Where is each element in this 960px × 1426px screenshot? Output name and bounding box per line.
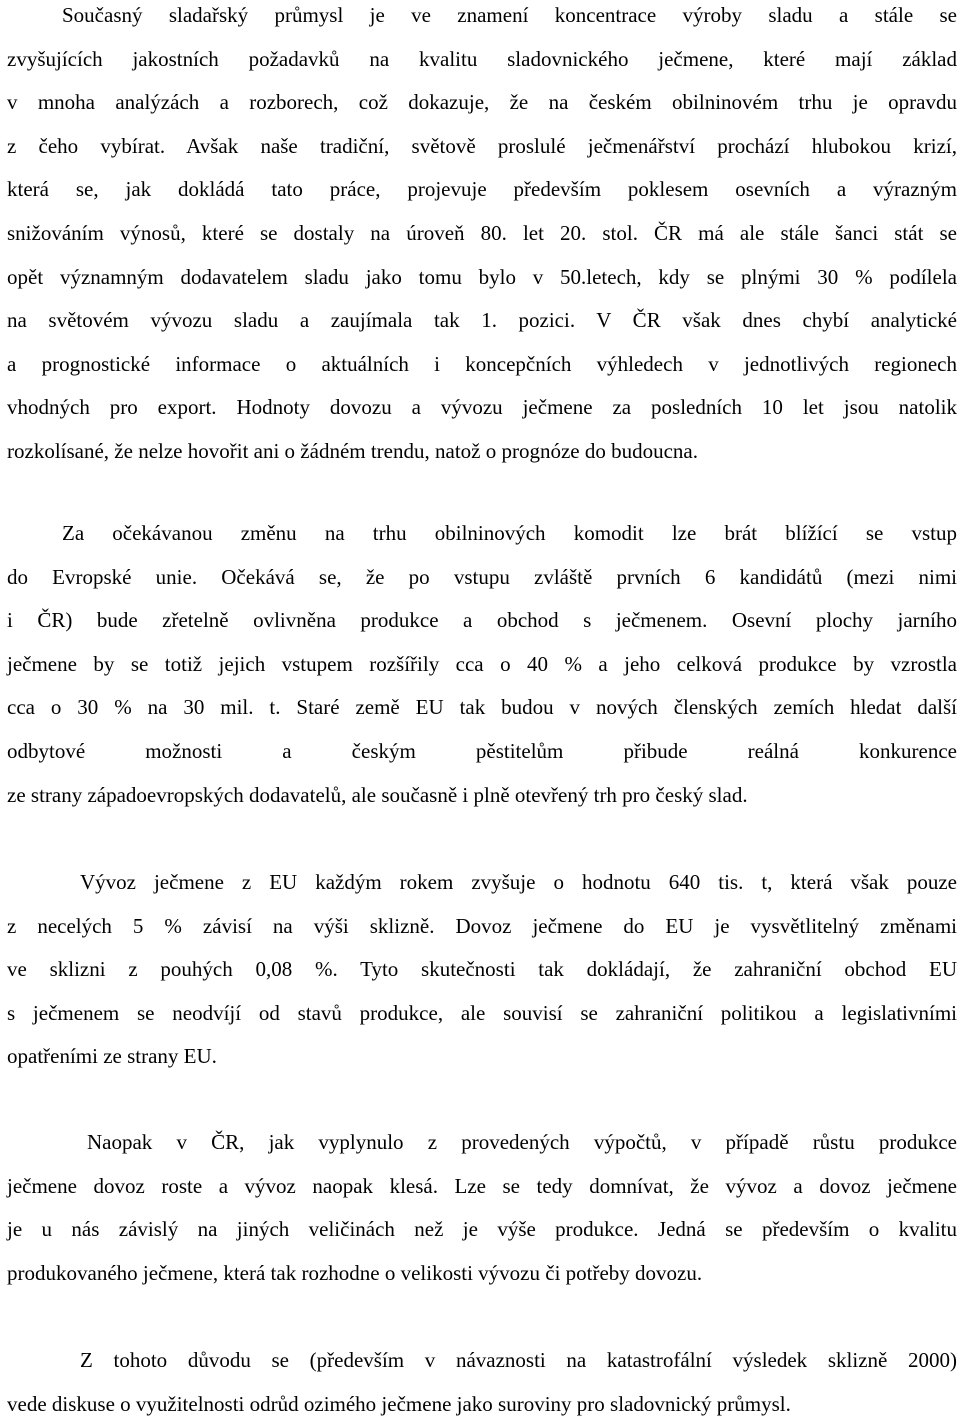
- text-line: která se, jak dokládá tato práce, projevuje především poklesem osevních a výrazným: [7, 177, 957, 202]
- text-line: na světovém vývozu sladu a zaujímala tak 1. pozici. V ČR však dnes chybí analytické: [7, 308, 957, 333]
- text-line: z necelých 5 % závisí na výši sklizně. Dovoz ječmene do EU je vysvětlitelný změnami: [7, 913, 957, 938]
- text-line: odbytové možnosti a českým pěstitelům přibude reálná konkurence: [7, 738, 957, 763]
- text-line: a prognostické informace o aktuálních i koncepčních výhledech v jednotlivých regionech: [7, 351, 957, 376]
- text-line: ječmene dovoz roste a vývoz naopak klesá. Lze se tedy domnívat, že vývoz a dovoz ječmene: [7, 1173, 957, 1198]
- text-line: Za očekávanou změnu na trhu obilninových komodit lze brát blížící se vstup: [62, 521, 957, 545]
- text-line: i ČR) bude zřetelně ovlivněna produkce a obchod s ječmenem. Osevní plochy jarního: [7, 608, 957, 633]
- text-line: s ječmenem se neodvíjí od stavů produkce, ale souvisí se zahraniční politikou a legislativními: [7, 1000, 957, 1025]
- text-line: rozkolísané, že nelze hovořit ani o žádném trendu, natož o prognóze do budoucna.: [7, 438, 699, 463]
- text-line: opatřeními ze strany EU.: [7, 1044, 217, 1069]
- text-line: zvyšujících jakostních požadavků na kvalitu sladovnického ječmene, které mají základ: [7, 46, 957, 71]
- text-line: opět významným dodavatelem sladu jako tomu bylo v 50.letech, kdy se plnými 30 % podílela: [7, 264, 957, 289]
- paragraph-3: [7, 861, 957, 1079]
- text-line: ze strany západoevropských dodavatelů, ale současně i plně otevřený trh pro český slad.: [7, 782, 748, 807]
- paragraph-1: [7, 0, 957, 474]
- text-line: v mnoha analýzách a rozborech, což dokazuje, že na českém obilninovém trhu je opravdu: [7, 90, 957, 115]
- text-line: vhodných pro export. Hodnoty dovozu a vývozu ječmene za posledních 10 let jsou natolik: [7, 395, 957, 420]
- text-line: je u nás závislý na jiných veličinách než je výše produkce. Jedná se především o kvalitu: [7, 1217, 957, 1242]
- text-line: vede diskuse o využitelnosti odrůd ozimého ječmene jako suroviny pro sladovnický průmysl.: [7, 1391, 791, 1416]
- text-line: cca o 30 % na 30 mil. t. Staré země EU tak budou v nových členských zemích hledat další: [7, 695, 957, 720]
- text-line: do Evropské unie. Očekává se, že po vstupu zvláště prvních 6 kandidátů (mezi nimi: [7, 564, 957, 589]
- text-line: Současný sladařský průmysl je ve znamení koncentrace výroby sladu a stále se: [62, 3, 957, 27]
- paragraph-5: [7, 1339, 957, 1426]
- text-line: Z tohoto důvodu se (především v návaznosti na katastrofální výsledek sklizně 2000): [80, 1348, 957, 1372]
- paragraph-4: [7, 1121, 957, 1295]
- text-line: snižováním výnosů, které se dostaly na úroveň 80. let 20. stol. ČR má ale stále šanci stát se: [7, 220, 957, 245]
- text-line: z čeho vybírat. Avšak naše tradiční, světově proslulé ječmenářství prochází hlubokou krizí,: [7, 133, 957, 158]
- text-line: Vývoz ječmene z EU každým rokem zvyšuje o hodnotu 640 tis. t, která však pouze: [80, 870, 957, 894]
- text-line: produkovaného ječmene, která tak rozhodne o velikosti vývozu či potřeby dovozu.: [7, 1260, 703, 1285]
- text-line: ve sklizni z pouhých 0,08 %. Tyto skutečnosti tak dokládají, že zahraniční obchod EU: [7, 957, 957, 982]
- text-line: ječmene by se totiž jejich vstupem rozšířily cca o 40 % a jeho celková produkce by vzrostla: [7, 651, 957, 676]
- paragraph-2: [7, 512, 957, 817]
- text-line: Naopak v ČR, jak vyplynulo z provedených výpočtů, v případě růstu produkce: [87, 1130, 957, 1154]
